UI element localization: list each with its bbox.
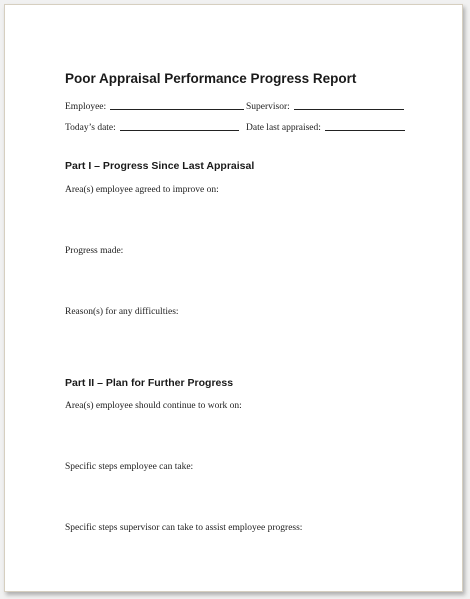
- part1-prompt-difficulties: Reason(s) for any difficulties:: [65, 307, 179, 317]
- date-last-appraised-field[interactable]: [246, 123, 405, 133]
- employee-field[interactable]: [65, 102, 244, 112]
- todays-date-label: Today’s date:: [65, 123, 116, 133]
- todays-date-blank-line[interactable]: [120, 129, 239, 131]
- part2-prompt-supervisor-steps: Specific steps supervisor can take to assist employee progress:: [65, 523, 303, 533]
- part2-prompt-areas: Area(s) employee should continue to work on:: [65, 401, 242, 411]
- part1-heading: Part I – Progress Since Last Appraisal: [65, 160, 255, 172]
- supervisor-blank-line[interactable]: [294, 108, 404, 110]
- todays-date-field[interactable]: [65, 123, 239, 133]
- date-last-appraised-label: Date last appraised:: [246, 123, 321, 133]
- part1-prompt-progress: Progress made:: [65, 246, 124, 256]
- part1-prompt-areas: Area(s) employee agreed to improve on:: [65, 185, 219, 195]
- date-last-appraised-blank-line[interactable]: [325, 129, 405, 131]
- employee-blank-line[interactable]: [110, 108, 244, 110]
- employee-label: Employee:: [65, 102, 107, 112]
- supervisor-label: Supervisor:: [246, 102, 290, 112]
- document-title: Poor Appraisal Performance Progress Report: [65, 71, 357, 86]
- part2-prompt-employee-steps: Specific steps employee can take:: [65, 462, 194, 472]
- document-page: [4, 4, 463, 592]
- part2-heading: Part II – Plan for Further Progress: [65, 377, 234, 389]
- supervisor-field[interactable]: [246, 102, 404, 112]
